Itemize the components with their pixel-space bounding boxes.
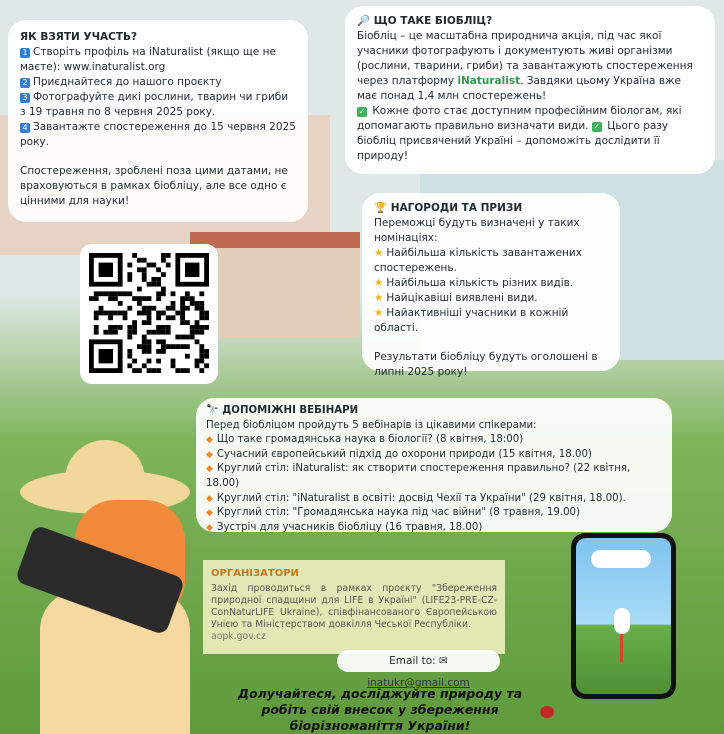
closing-message: Долучайтеся, досліджуйте природу та робіть свій внесок у збереження біорізноманіття України! <box>237 686 523 733</box>
ladybug-icon <box>540 706 554 718</box>
webinar-list <box>206 433 662 535</box>
email-contact <box>337 650 500 689</box>
webinar-item: ◆ Зустріч для учасників біобліцу (16 травня, 18.00) <box>206 521 483 533</box>
awards-intro: Переможці будуть визначені у таких номінаціях: <box>374 217 580 244</box>
how-to-step <box>20 90 296 120</box>
star-icon: ★ <box>374 247 384 259</box>
award-item: ★ Найцікавіші виявлені види. <box>374 292 538 304</box>
how-to-title: ЯК ВЗЯТИ УЧАСТЬ? <box>20 31 138 43</box>
what-is-card <box>345 6 715 174</box>
email-link[interactable]: inatukr@gmail.com <box>367 677 470 689</box>
what-is-title: 🔎 ЩО ТАКЕ БІОБЛІЦ? <box>357 15 493 27</box>
envelope-icon: ✉ <box>439 655 448 667</box>
stork-legs <box>620 634 623 662</box>
how-to-step <box>20 120 296 150</box>
star-icon: ★ <box>374 277 384 289</box>
diamond-icon: ◆ <box>206 493 213 504</box>
inaturalist-highlight: iNaturalist <box>457 75 521 87</box>
webinar-item: ◆ Сучасний європейський підхід до охорони природи (15 квітня, 18.00) <box>206 448 592 460</box>
background-house-wall <box>200 248 360 338</box>
background-house-roof <box>190 232 360 248</box>
hat-crown <box>65 440 145 495</box>
what-is-text: Біобліц – це масштабна природнича акція, під час якої учасники фотографують і документують живі організми (рослини, тварини, гриби) та завантажують спостереження через платформу iNaturalist. Завдяки цьому Україна вже має понад 1,4 млн спостережень! <box>357 30 693 102</box>
number-one-icon: 1 <box>20 48 30 58</box>
awards-title: 🏆 НАГОРОДИ ТА ПРИЗИ <box>374 202 523 214</box>
webinars-card <box>196 398 672 532</box>
award-item: ★ Найбільша кількість завантажених спостережень. <box>374 247 582 274</box>
phone-screen <box>576 538 671 694</box>
diamond-icon: ◆ <box>206 508 213 519</box>
organizers-box <box>203 560 505 654</box>
what-is-checks: ✓ Кожне фото стає доступним професійним біологам, які допомагають правильно визначати види. ✓ Цього разу біобліц присвячений Україні – допоможіть дослідити її природу! <box>357 105 682 162</box>
step-text: Приєднайтеся до нашого проєкту <box>33 76 222 88</box>
organizers-site-link[interactable]: aopk.gov.cz <box>211 631 266 642</box>
how-to-note: Спостереження, зроблені поза цими датами, не враховуються в рамках біобліцу, але все одно є цінними для науки! <box>20 165 288 207</box>
number-four-icon: 4 <box>20 123 30 133</box>
stork-icon <box>614 608 630 634</box>
qr-code-image <box>89 253 209 373</box>
check-icon: ✓ <box>593 122 601 131</box>
email-label: Email to: <box>389 655 436 667</box>
award-item: ★ Найбільша кількість різних видів. <box>374 277 574 289</box>
step-text: Завантажте спостереження до 15 червня 2025 року. <box>20 121 296 148</box>
step-text: Фотографуйте дикі рослини, тварин чи гриби з 19 травня по 8 червня 2025 року. <box>20 91 289 118</box>
magnifier-icon: 🔎 <box>357 15 371 27</box>
diamond-icon: ◆ <box>206 464 213 475</box>
webinar-item: ◆ Круглий стіл: "Громадянська наука під час війни" (8 травня, 19.00) <box>206 507 581 519</box>
organizers-title: ОРГАНІЗАТОРИ <box>211 568 299 579</box>
webinar-item: ◆ Що таке громадянська наука в біології? (8 квітня, 18:00) <box>206 434 524 446</box>
webinar-item: ◆ Круглий стіл: "iNaturalist в освіті: досвід Чехії та України" (29 квітня, 18.00). <box>206 492 626 504</box>
organizers-text: Захід проводиться в рамках проєкту "Збереження природної спадщини для LIFE в Україні" (LIFE23-PRE-CZ-ConNaturLIFE Ukraine), співфінансованого Європейською Унією та Міністерством довкілля Чеської Республіки. <box>211 583 497 630</box>
phone-illustration <box>571 533 676 699</box>
awards-result: Результати біобліцу будуть оголошені в липні 2025 року! <box>374 351 598 378</box>
check-icon: ✓ <box>358 107 366 116</box>
diamond-icon: ◆ <box>206 449 213 460</box>
number-three-icon: 3 <box>20 93 30 103</box>
telescope-icon: 🔭 <box>206 405 219 416</box>
star-icon: ★ <box>374 307 384 319</box>
trophy-icon: 🏆 <box>374 202 388 214</box>
awards-card <box>362 193 620 378</box>
webinars-title: 🔭 ДОПОМІЖНІ ВЕБІНАРИ <box>206 405 359 416</box>
webinar-item: ◆ Круглий стіл: iNaturalist: як створити спостереження правильно? (22 квітня, 18.00) <box>206 463 631 489</box>
number-two-icon: 2 <box>20 78 30 88</box>
how-to-step <box>20 75 296 90</box>
award-item: ★ Найактивніші учасники в кожній області. <box>374 307 569 334</box>
webinars-intro: Перед біобліцом пройдуть 5 вебінарів із цікавими спікерами: <box>206 419 537 431</box>
how-to-step <box>20 45 296 75</box>
how-to-card <box>8 20 308 222</box>
step-text: Створіть профіль на iNaturalist (якщо ще не маєте): www.inaturalist.org <box>20 46 276 73</box>
explorer-illustration <box>20 440 200 734</box>
diamond-icon: ◆ <box>206 435 213 446</box>
qr-code[interactable] <box>80 244 218 384</box>
diamond-icon: ◆ <box>206 522 213 533</box>
star-icon: ★ <box>374 292 384 304</box>
cloud-shape <box>591 550 651 568</box>
